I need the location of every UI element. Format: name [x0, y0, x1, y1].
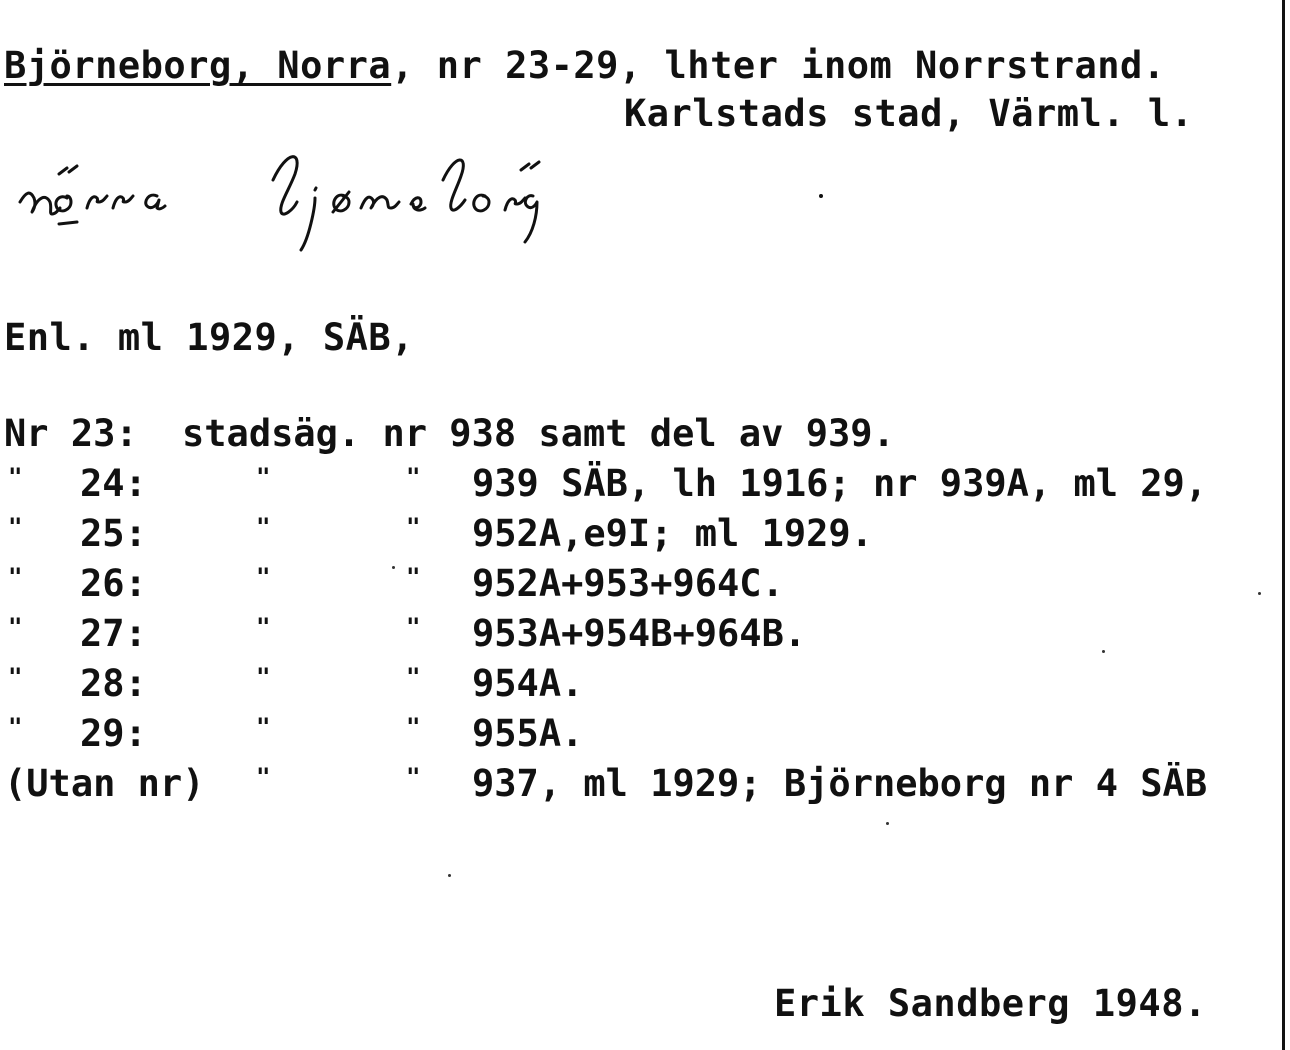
entry-29-text: 955A. — [472, 712, 584, 755]
entry-26-ditto-nr: " — [8, 563, 23, 591]
heading-location: Karlstads stad, Värml. l. — [624, 92, 1194, 135]
entry-29-ditto-1: " — [256, 713, 271, 741]
entry-25-ditto-nr: " — [8, 513, 23, 541]
source-line: Enl. ml 1929, SÄB, — [4, 316, 414, 359]
entry-29-ditto-nr: " — [8, 713, 23, 741]
scan-speck — [1258, 592, 1261, 595]
entry-24-ditto-1: " — [256, 463, 271, 491]
scan-speck — [448, 874, 451, 877]
entry-29-label: 29: — [80, 712, 147, 755]
scan-speck — [886, 822, 889, 825]
entry-25-ditto-2: " — [406, 513, 421, 541]
entry-24-ditto-2: " — [406, 463, 421, 491]
entry-utan-nr-ditto-2: " — [406, 763, 421, 791]
entry-26-ditto-2: " — [406, 563, 421, 591]
entry-25-label: 25: — [80, 512, 147, 555]
heading-line — [4, 44, 1166, 88]
entry-utan-nr-ditto-1: " — [256, 763, 271, 791]
entry-24-ditto-nr: " — [8, 463, 23, 491]
entry-27-label: 27: — [80, 612, 147, 655]
entry-24-label: 24: — [80, 462, 147, 505]
entry-28-ditto-nr: " — [8, 663, 23, 691]
signature: Erik Sandberg 1948. — [774, 982, 1207, 1025]
entry-27-ditto-nr: " — [8, 613, 23, 641]
entry-24-text: 939 SÄB, lh 1916; nr 939A, ml 29, — [472, 462, 1208, 505]
entry-26-label: 26: — [80, 562, 147, 605]
scan-speck — [392, 566, 395, 569]
place-name: Björneborg, Norra — [4, 44, 392, 87]
scan-speck — [1102, 650, 1105, 653]
entry-28-ditto-1: " — [256, 663, 271, 691]
handwritten-note — [15, 140, 835, 260]
entry-27-ditto-2: " — [406, 613, 421, 641]
entry-27-text: 953A+954B+964B. — [472, 612, 807, 655]
entry-25-ditto-1: " — [256, 513, 271, 541]
entry-25-text: 952A,e9I; ml 1929. — [472, 512, 873, 555]
entry-27-ditto-1: " — [256, 613, 271, 641]
card-right-edge — [1282, 0, 1285, 1050]
entry-26-text: 952A+953+964C. — [472, 562, 784, 605]
entry-26-ditto-1: " — [256, 563, 271, 591]
entry-utan-nr-text: 937, ml 1929; Björneborg nr 4 SÄB — [472, 762, 1208, 805]
entry-28-label: 28: — [80, 662, 147, 705]
entry-28-ditto-2: " — [406, 663, 421, 691]
entry-utan-nr-label: (Utan nr) — [4, 762, 205, 805]
heading-rest: , nr 23-29, lhter inom Norrstrand. — [391, 44, 1166, 87]
entry-23-label: Nr 23: — [4, 412, 138, 455]
entry-28-text: 954A. — [472, 662, 584, 705]
entry-23-text: stadsäg. nr 938 samt del av 939. — [182, 412, 895, 455]
entry-29-ditto-2: " — [406, 713, 421, 741]
